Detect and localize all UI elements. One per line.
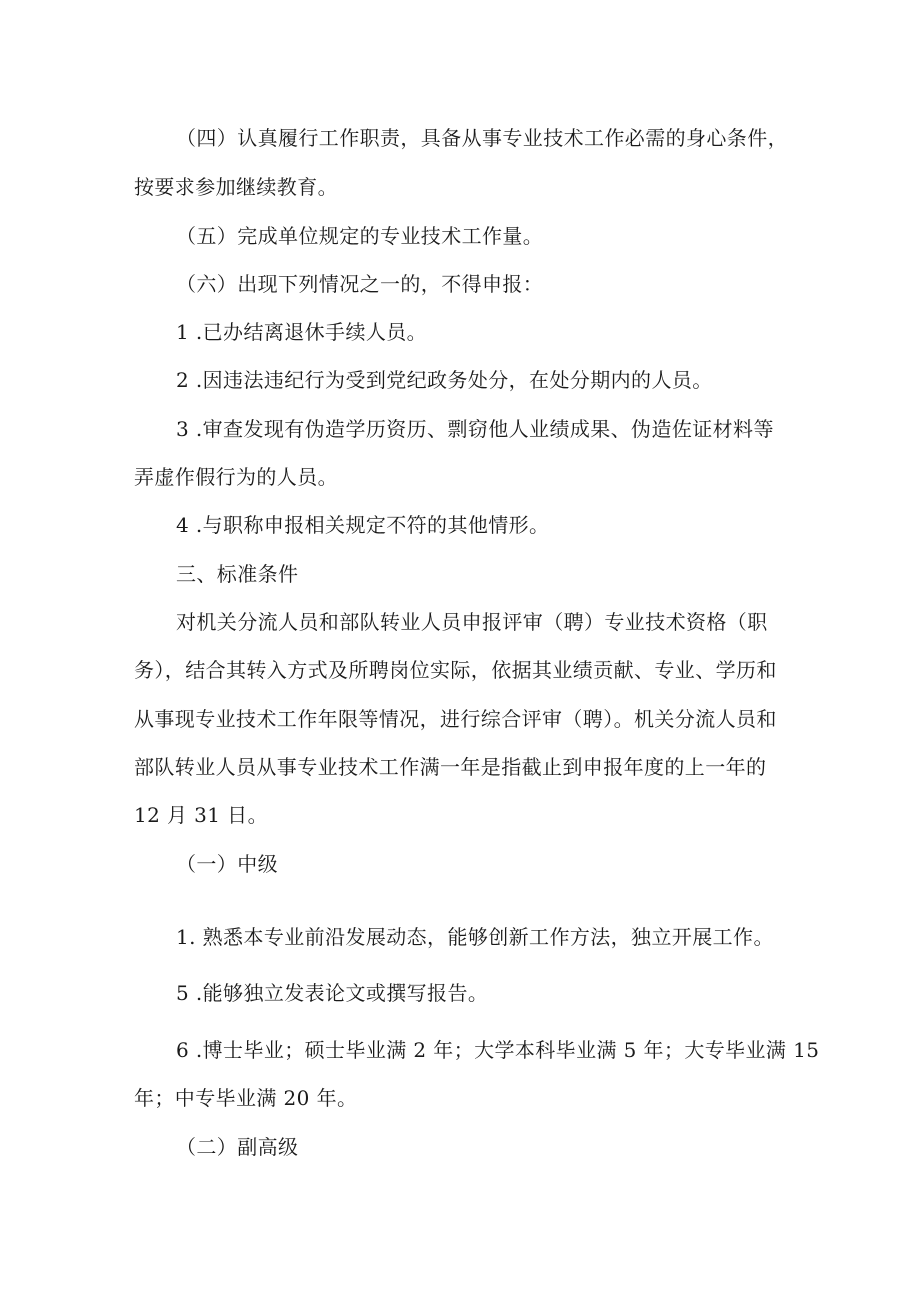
subsection-heading-associate-senior: （二）副高级 [176, 1135, 299, 1159]
text-line-20: 年；中专毕业满 20 年。 [134, 1086, 358, 1110]
text-line-11: 对机关分流人员和部队转业人员申报评审（聘）专业技术资格（职 [176, 610, 768, 634]
text-line-8: 弄虚作假行为的人员。 [134, 465, 338, 489]
section-heading: 三、标准条件 [176, 562, 299, 586]
text-line-3: （五）完成单位规定的专业技术工作量。 [176, 224, 544, 248]
text-line-4: （六）出现下列情况之一的，不得申报： [176, 272, 544, 296]
text-line-13: 从事现专业技术工作年限等情况，进行综合评审（聘）。机关分流人员和 [134, 707, 777, 731]
subsection-heading-intermediate: （一）中级 [176, 852, 278, 876]
text-line-19: 6 .博士毕业；硕士毕业满 2 年；大学本科毕业满 5 年；大专毕业满 15 [176, 1038, 820, 1062]
text-line-17: 1. 熟悉本专业前沿发展动态，能够创新工作方法，独立开展工作。 [176, 925, 774, 949]
text-line-7: 3 .审查发现有伪造学历资历、剽窃他人业绩成果、伪造佐证材料等 [176, 417, 774, 441]
text-line-15: 12 月 31 日。 [134, 803, 268, 827]
text-line-1: （四）认真履行工作职责，具备从事专业技术工作必需的身心条件， [176, 126, 788, 150]
text-line-2: 按要求参加继续教育。 [134, 175, 338, 199]
text-line-12: 务），结合其转入方式及所聘岗位实际，依据其业绩贡献、专业、学历和 [134, 658, 777, 682]
text-line-18: 5 .能够独立发表论文或撰写报告。 [176, 981, 489, 1005]
text-line-5: 1 .已办结离退休手续人员。 [176, 320, 428, 344]
text-line-14: 部队转业人员从事专业技术工作满一年是指截止到申报年度的上一年的 [134, 755, 767, 779]
text-line-9: 4 .与职称申报相关规定不符的其他情形。 [176, 513, 550, 537]
text-line-6: 2 .因违法违纪行为受到党纪政务处分，在处分期内的人员。 [176, 368, 713, 392]
